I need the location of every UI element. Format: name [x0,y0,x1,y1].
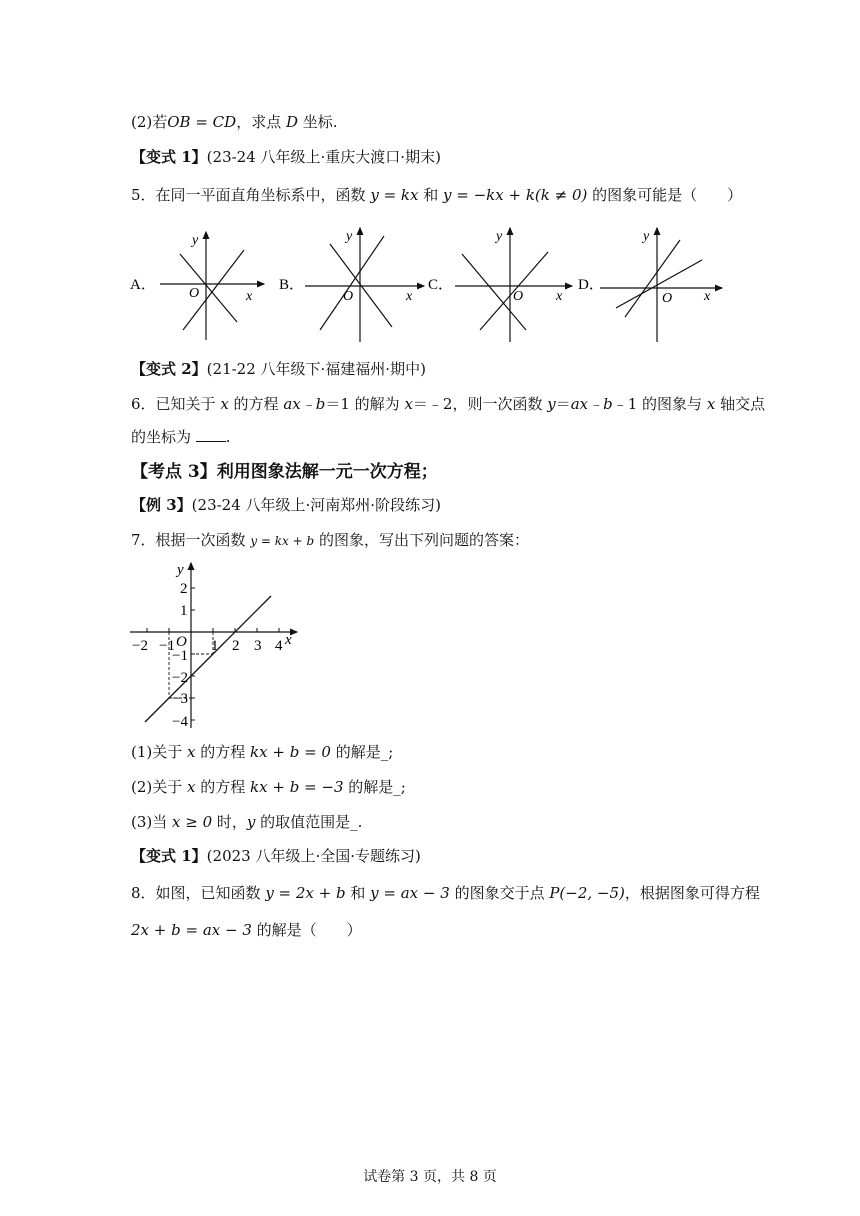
svg-text:y: y [496,229,503,244]
svg-text:O: O [176,634,187,650]
svg-text:−3: −3 [172,691,188,707]
svg-text:O: O [189,286,200,301]
page-footer: 试卷第 3 页，共 8 页 [363,1169,497,1185]
variant2-header: 【变式 2】(21-22 八年级下·福建福州·期中) [131,360,426,378]
example3-header: 【例 3】(23-24 八年级上·河南郑州·阶段练习) [131,496,441,514]
svg-text:x: x [406,289,413,304]
q8-line1: 8．如图，已知函数 y = 2x + b 和 y = ax − 3 的图象交于点 P(−2, −5)，根据图象可得方程 [131,884,760,902]
q7-sub1: (1)关于 x 的方程 kx + b = 0 的解是_; [131,743,394,761]
q6-line2: 的坐标为 . [131,428,231,446]
svg-text:O: O [662,291,673,306]
svg-text:−1: −1 [159,638,175,654]
answer-blank[interactable] [196,427,226,442]
q5-stem: 5．在同一平面直角坐标系中，函数 y = kx 和 y = −kx + k(k ≠ 0) 的图象可能是（ ） [131,186,743,204]
svg-text:−1: −1 [172,648,188,664]
q-prev-part2: (2)若OB = CD，求点 D 坐标. [131,113,338,131]
eq-ob-cd: OB = CD [167,113,237,131]
option-b-label: B． [279,277,305,293]
svg-text:4: 4 [275,638,283,654]
option-d-graph [600,228,722,342]
svg-text:−2: −2 [132,638,148,654]
svg-text:y: y [643,229,650,244]
svg-text:3: 3 [254,638,262,654]
svg-text:x: x [704,289,711,304]
svg-text:y: y [346,229,353,244]
svg-text:y: y [192,233,199,248]
svg-text:1: 1 [211,638,219,654]
q7-sub2: (2)关于 x 的方程 kx + b = −3 的解是_; [131,778,406,796]
svg-text:O: O [343,289,354,304]
svg-text:y: y [177,562,184,578]
svg-text:2: 2 [232,638,240,654]
variant1b-header: 【变式 1】(2023 八年级上·全国·专题练习) [131,847,421,865]
svg-text:1: 1 [180,603,188,619]
svg-text:x: x [556,289,563,304]
svg-text:O: O [513,289,524,304]
svg-text:2: 2 [180,581,188,597]
option-c-graph [455,228,572,342]
variant1-header: 【变式 1】(23-24 八年级上·重庆大渡口·期末) [131,148,441,166]
q7-stem: 7．根据一次函数 y = kx + b 的图象，写出下列问题的答案： [131,531,529,549]
svg-text:x: x [246,289,253,304]
svg-text:−2: −2 [172,670,188,686]
svg-text:−4: −4 [172,714,188,730]
kaodian3-heading: 【考点 3】利用图象法解一元一次方程； [131,462,438,482]
q6-line1: 6．已知关于 x 的方程 ax﹣b＝1 的解为 x＝﹣2，则一次函数 y＝ax﹣b﹣1 的图象与 x 轴交点 [131,395,766,413]
function-line [145,596,271,722]
option-d-label: D． [578,277,604,293]
svg-text:x: x [285,632,292,648]
option-b-graph [305,228,424,342]
option-a-label: A． [130,277,156,293]
q7-sub3: (3)当 x ≥ 0 时，y 的取值范围是_. [131,813,363,831]
q7-graph [125,560,305,730]
option-c-label: C． [428,277,454,293]
option-a-graph [160,232,264,340]
q8-line2: 2x + b = ax − 3 的解是（ ） [131,921,362,939]
q5-options-graphs [0,222,860,352]
